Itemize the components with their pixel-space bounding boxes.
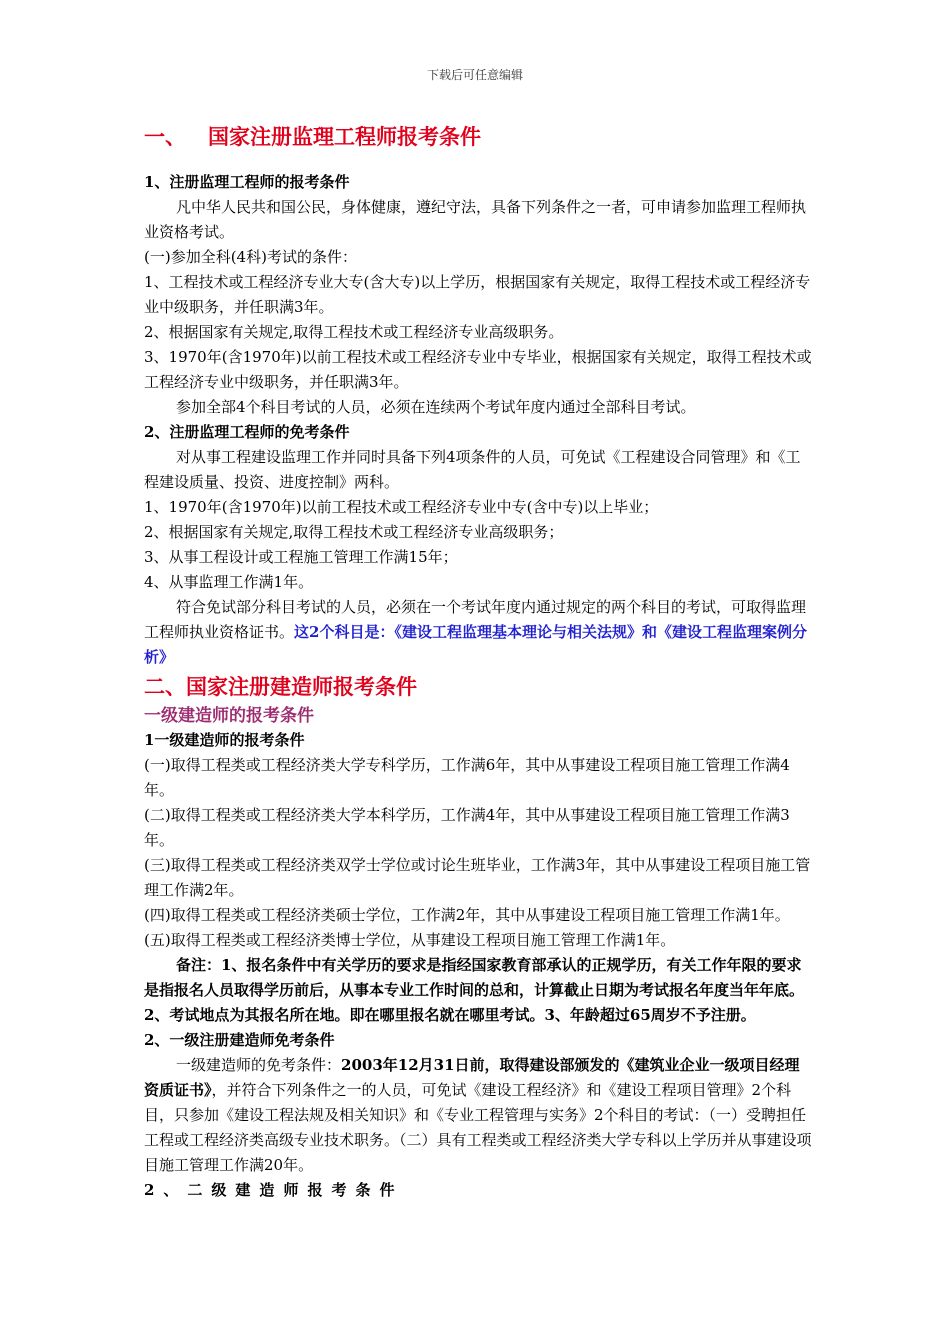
section-1-number: 一、 [144,124,186,149]
exempt-details: ，并符合下列条件之一的人员，可免试《建设工程经济》和《建设工程项目管理》2个科目，只参加《建设工程法规及相关知识》和《专业工程管理与实务》2个科目的考试：（一）受聘担任工程或工程经济类高级专业技术职务。（二）具有工程类或工程经济类大学专科以上学历并从事建设项目施工管理工作满20年。 [144,1081,812,1174]
list-item: (三)取得工程类或工程经济类双学士学位或讨论生班毕业，工作满3年，其中从事建设工程项目施工管理工作满2年。 [144,856,811,899]
highlighted-subjects: 这2个科目是：《建设工程监理基本理论与相关法规》和《建设工程监理案例分析》 [144,623,807,666]
section-1-title: 国家注册监理工程师报考条件 [208,124,481,149]
subsection-heading: 2、注册监理工程师的免考条件 [144,423,350,441]
paragraph [144,595,812,670]
section-2-subtitle: 一级建造师的报考条件 [144,706,314,726]
list-item: (二)取得工程类或工程经济类大学本科学历，工作满4年，其中从事建设工程项目施工管理工作满3年。 [144,806,790,849]
section-1-heading [144,120,812,154]
section-2-heading: 二、国家注册建造师报考条件 [144,674,417,699]
subsection-heading: 1一级建造师的报考条件 [144,731,305,749]
list-item: (四)取得工程类或工程经济类硕士学位，工作满2年，其中从事建设工程项目施工管理工作满1年。 [144,906,790,924]
list-item: (五)取得工程类或工程经济类博士学位，从事建设工程项目施工管理工作满1年。 [144,931,676,949]
list-item: 3、1970年(含1970年)以前工程技术或工程经济专业中专毕业，根据国家有关规定，取得工程技术或工程经济专业中级职务，并任职满3年。 [144,348,812,391]
exempt-intro: 一级建造师的免考条件： [176,1056,342,1074]
list-item: (一)取得工程类或工程经济类大学专科学历，工作满6年，其中从事建设工程项目施工管理工作满4年。 [144,756,790,799]
paragraph: 对从事工程建设监理工作并同时具备下列4项条件的人员，可免试《工程建设合同管理》和《工程建设质量、投资、进度控制》两科。 [144,448,801,491]
list-item: 2、根据国家有关规定,取得工程技术或工程经济专业高级职务； [144,523,564,541]
document-body [144,120,812,1203]
paragraph: (一)参加全科(4科)考试的条件： [144,248,357,266]
remark-paragraph: 备注：1、报名条件中有关学历的要求是指经国家教育部承认的正规学历，有关工作年限的要求是指报名人员取得学历前后，从事本专业工作时间的总和，计算截止日期为考试报名年度当年年底。2、考试地点为其报名所在地。即在哪里报名就在哪里考试。3、年龄超过65周岁不予注册。 [144,956,805,1024]
list-item: 1、工程技术或工程经济专业大专(含大专)以上学历，根据国家有关规定，取得工程技术或工程经济专业中级职务，并任职满3年。 [144,273,811,316]
paragraph: 凡中华人民共和国公民，身体健康，遵纪守法，具备下列条件之一者，可申请参加监理工程师执业资格考试。 [144,198,807,241]
subsection-heading: 2、一级注册建造师免考条件 [144,1031,335,1049]
exempt-certificate: 2003年12月31日前，取得建设部颁发的《建筑业企业一级项目经理资质证书》 [144,1056,800,1099]
paragraph: 参加全部4个科目考试的人员，必须在连续两个考试年度内通过全部科目考试。 [176,398,696,416]
subsection-heading: 1、注册监理工程师的报考条件 [144,173,350,191]
list-item: 3、从事工程设计或工程施工管理工作满15年； [144,548,458,566]
list-item: 4、从事监理工作满1年。 [144,573,314,591]
page-header: 下载后可任意编辑 [426,68,523,82]
subsection-heading: 2、二级建造师报考条件 [144,1181,404,1199]
paragraph [144,1053,812,1178]
list-item: 2、根据国家有关规定,取得工程技术或工程经济专业高级职务。 [144,323,564,341]
list-item: 1、1970年(含1970年)以前工程技术或工程经济专业中专(含中专)以上毕业； [144,498,659,516]
note-text: 符合免试部分科目考试的人员，必须在一个考试年度内通过规定的两个科目的考试，可取得监理工程师执业资格证书。 [144,598,807,641]
